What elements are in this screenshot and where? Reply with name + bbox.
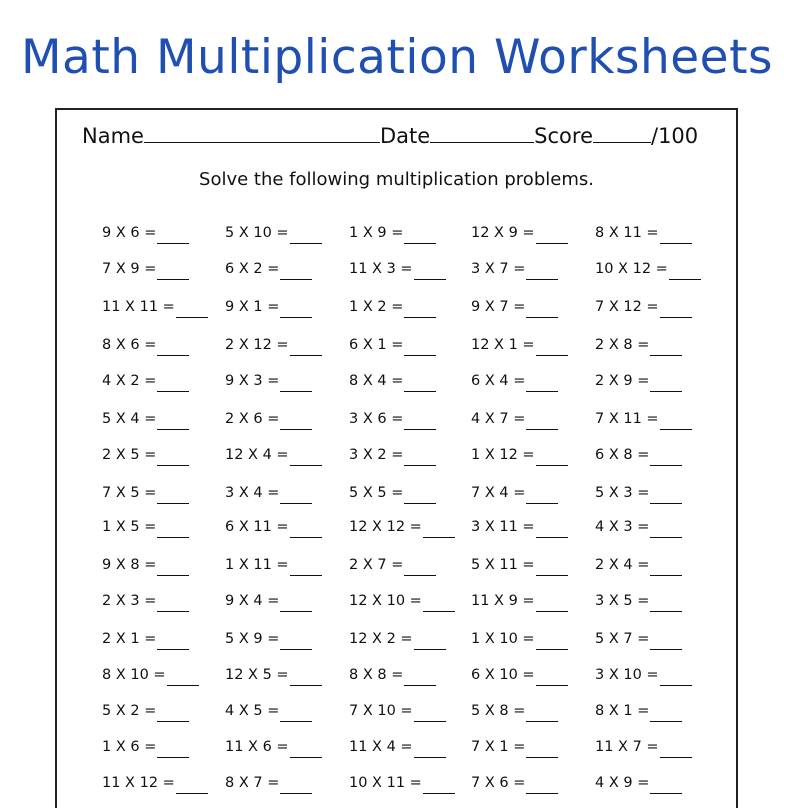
problem-item: [595, 218, 692, 248]
problem-row: [57, 330, 736, 360]
problem-equation: 2 X 6 =: [225, 411, 280, 427]
problem-equation: 1 X 9 =: [349, 225, 404, 241]
date-label: Date: [379, 124, 431, 148]
problem-item: [349, 660, 436, 690]
problem-item: [102, 586, 189, 616]
problem-item: [102, 440, 189, 470]
problem-row: [57, 254, 736, 284]
problem-row: [57, 512, 736, 542]
answer-blank[interactable]: [280, 485, 312, 504]
problem-equation: 1 X 12 =: [471, 447, 535, 463]
answer-blank[interactable]: [176, 299, 208, 318]
problem-item: [225, 478, 312, 508]
problem-equation: 6 X 4 =: [471, 373, 526, 389]
problem-equation: 5 X 10 =: [225, 225, 289, 241]
problem-equation: 5 X 4 =: [102, 411, 157, 427]
problem-equation: 5 X 3 =: [595, 485, 650, 501]
answer-blank[interactable]: [157, 703, 189, 722]
problem-equation: 2 X 4 =: [595, 557, 650, 573]
problem-item: [471, 732, 558, 762]
problem-item: [102, 732, 189, 762]
answer-blank[interactable]: [157, 593, 189, 612]
problem-equation: 3 X 10 =: [595, 667, 659, 683]
answer-blank[interactable]: [536, 593, 568, 612]
problem-item: [349, 366, 436, 396]
problem-equation: 5 X 8 =: [471, 703, 526, 719]
answer-blank[interactable]: [280, 703, 312, 722]
answer-blank[interactable]: [290, 337, 322, 356]
problem-equation: 5 X 9 =: [225, 631, 280, 647]
problem-equation: 2 X 5 =: [102, 447, 157, 463]
problem-equation: 7 X 6 =: [471, 775, 526, 791]
problem-equation: 9 X 3 =: [225, 373, 280, 389]
problem-equation: 4 X 7 =: [471, 411, 526, 427]
problem-equation: 5 X 11 =: [471, 557, 535, 573]
answer-blank[interactable]: [157, 337, 189, 356]
problem-item: [595, 624, 682, 654]
problem-equation: 2 X 12 =: [225, 337, 289, 353]
answer-blank[interactable]: [157, 261, 189, 280]
problem-item: [595, 586, 682, 616]
problem-item: [349, 586, 455, 616]
answer-blank[interactable]: [280, 299, 312, 318]
answer-blank[interactable]: [404, 225, 436, 244]
problem-equation: 6 X 11 =: [225, 519, 289, 535]
answer-blank[interactable]: [290, 557, 322, 576]
problem-equation: 6 X 10 =: [471, 667, 535, 683]
problem-item: [595, 292, 692, 322]
problem-item: [471, 660, 568, 690]
problem-row: [57, 624, 736, 654]
problem-row: [57, 404, 736, 434]
problem-row: [57, 732, 736, 762]
answer-blank[interactable]: [423, 775, 455, 794]
answer-blank[interactable]: [157, 739, 189, 758]
problem-row: [57, 586, 736, 616]
problem-equation: 11 X 3 =: [349, 261, 413, 277]
answer-blank[interactable]: [650, 485, 682, 504]
problem-item: [349, 478, 436, 508]
answer-blank[interactable]: [404, 447, 436, 466]
problem-equation: 12 X 10 =: [349, 593, 422, 609]
answer-blank[interactable]: [404, 667, 436, 686]
answer-blank[interactable]: [650, 593, 682, 612]
problem-item: [225, 696, 312, 726]
problem-item: [471, 550, 568, 580]
problem-equation: 10 X 11 =: [349, 775, 422, 791]
problem-equation: 9 X 1 =: [225, 299, 280, 315]
answer-blank[interactable]: [157, 373, 189, 392]
problem-row: [57, 696, 736, 726]
answer-blank[interactable]: [280, 775, 312, 794]
problem-item: [471, 218, 568, 248]
problem-item: [349, 292, 436, 322]
answer-blank[interactable]: [290, 667, 322, 686]
problem-item: [595, 366, 682, 396]
answer-blank[interactable]: [414, 703, 446, 722]
answer-blank[interactable]: [536, 225, 568, 244]
score-blank[interactable]: [593, 122, 651, 143]
problem-equation: 9 X 6 =: [102, 225, 157, 241]
problem-row: [57, 440, 736, 470]
problem-item: [102, 624, 189, 654]
problem-item: [471, 440, 568, 470]
answer-blank[interactable]: [404, 299, 436, 318]
problem-equation: 3 X 11 =: [471, 519, 535, 535]
problem-equation: 2 X 9 =: [595, 373, 650, 389]
answer-blank[interactable]: [157, 631, 189, 650]
answer-blank[interactable]: [280, 261, 312, 280]
problem-equation: 3 X 4 =: [225, 485, 280, 501]
problem-item: [595, 330, 682, 360]
answer-blank[interactable]: [280, 411, 312, 430]
answer-blank[interactable]: [660, 225, 692, 244]
answer-blank[interactable]: [660, 739, 692, 758]
answer-blank[interactable]: [414, 739, 446, 758]
answer-blank[interactable]: [280, 373, 312, 392]
score-total: /100: [651, 124, 699, 148]
problem-item: [471, 330, 568, 360]
problem-item: [349, 624, 446, 654]
problem-equation: 7 X 1 =: [471, 739, 526, 755]
problem-equation: 4 X 2 =: [102, 373, 157, 389]
problem-item: [595, 512, 682, 542]
problem-equation: 12 X 9 =: [471, 225, 535, 241]
problem-equation: 10 X 12 =: [595, 261, 668, 277]
problem-item: [595, 478, 682, 508]
problem-item: [102, 330, 189, 360]
answer-blank[interactable]: [650, 337, 682, 356]
answer-blank[interactable]: [176, 775, 208, 794]
problem-equation: 9 X 4 =: [225, 593, 280, 609]
problem-item: [225, 440, 322, 470]
answer-blank[interactable]: [290, 225, 322, 244]
problem-equation: 6 X 1 =: [349, 337, 404, 353]
answer-blank[interactable]: [290, 739, 322, 758]
problem-equation: 4 X 9 =: [595, 775, 650, 791]
problem-equation: 7 X 12 =: [595, 299, 659, 315]
answer-blank[interactable]: [660, 299, 692, 318]
problem-item: [102, 478, 189, 508]
problem-equation: 8 X 6 =: [102, 337, 157, 353]
problem-item: [225, 624, 312, 654]
answer-blank[interactable]: [404, 557, 436, 576]
answer-blank[interactable]: [526, 261, 558, 280]
problem-equation: 7 X 4 =: [471, 485, 526, 501]
problem-item: [225, 218, 322, 248]
answer-blank[interactable]: [157, 447, 189, 466]
answer-blank[interactable]: [290, 519, 322, 538]
problem-item: [102, 512, 189, 542]
problem-equation: 11 X 7 =: [595, 739, 659, 755]
problem-item: [471, 478, 558, 508]
problem-item: [595, 732, 692, 762]
answer-blank[interactable]: [536, 337, 568, 356]
problem-equation: 6 X 8 =: [595, 447, 650, 463]
problem-equation: 2 X 8 =: [595, 337, 650, 353]
answer-blank[interactable]: [526, 703, 558, 722]
problem-item: [225, 404, 312, 434]
problem-equation: 1 X 11 =: [225, 557, 289, 573]
problem-row: [57, 366, 736, 396]
problem-equation: 11 X 9 =: [471, 593, 535, 609]
answer-blank[interactable]: [536, 631, 568, 650]
problem-item: [225, 660, 322, 690]
problem-equation: 5 X 7 =: [595, 631, 650, 647]
problem-equation: 6 X 2 =: [225, 261, 280, 277]
problem-item: [471, 292, 558, 322]
problem-item: [471, 512, 568, 542]
problem-item: [349, 696, 446, 726]
answer-blank[interactable]: [650, 557, 682, 576]
answer-blank[interactable]: [526, 739, 558, 758]
problem-item: [595, 254, 701, 284]
problem-equation: 4 X 3 =: [595, 519, 650, 535]
problem-item: [471, 366, 558, 396]
problem-row: [57, 660, 736, 690]
answer-blank[interactable]: [404, 373, 436, 392]
answer-blank[interactable]: [404, 337, 436, 356]
answer-blank[interactable]: [404, 411, 436, 430]
problem-item: [471, 586, 568, 616]
answer-blank[interactable]: [157, 225, 189, 244]
problem-item: [225, 366, 312, 396]
answer-blank[interactable]: [290, 447, 322, 466]
problem-row: [57, 550, 736, 580]
problem-equation: 1 X 10 =: [471, 631, 535, 647]
problem-item: [225, 550, 322, 580]
problem-item: [471, 404, 558, 434]
problem-item: [471, 254, 558, 284]
problem-item: [595, 550, 682, 580]
problem-equation: 3 X 7 =: [471, 261, 526, 277]
answer-blank[interactable]: [423, 593, 455, 612]
problem-item: [225, 586, 312, 616]
problem-equation: 8 X 1 =: [595, 703, 650, 719]
answer-blank[interactable]: [280, 593, 312, 612]
answer-blank[interactable]: [423, 519, 455, 538]
problem-equation: 2 X 1 =: [102, 631, 157, 647]
answer-blank[interactable]: [280, 631, 312, 650]
problem-item: [349, 550, 436, 580]
answer-blank[interactable]: [526, 485, 558, 504]
problem-equation: 8 X 8 =: [349, 667, 404, 683]
score-label: Score: [534, 124, 593, 148]
answer-blank[interactable]: [157, 557, 189, 576]
answer-blank[interactable]: [414, 261, 446, 280]
problem-equation: 11 X 4 =: [349, 739, 413, 755]
problem-item: [225, 732, 322, 762]
problem-item: [225, 254, 312, 284]
problem-equation: 1 X 2 =: [349, 299, 404, 315]
answer-blank[interactable]: [404, 485, 436, 504]
answer-blank[interactable]: [536, 519, 568, 538]
problem-item: [595, 404, 692, 434]
problem-item: [225, 292, 312, 322]
answer-blank[interactable]: [526, 373, 558, 392]
problem-equation: 3 X 2 =: [349, 447, 404, 463]
problem-item: [595, 440, 682, 470]
problem-item: [225, 330, 322, 360]
problem-equation: 2 X 7 =: [349, 557, 404, 573]
problem-item: [102, 254, 189, 284]
answer-blank[interactable]: [157, 485, 189, 504]
problem-equation: 11 X 6 =: [225, 739, 289, 755]
problem-equation: 9 X 7 =: [471, 299, 526, 315]
problem-item: [349, 732, 446, 762]
answer-blank[interactable]: [650, 373, 682, 392]
answer-blank[interactable]: [167, 667, 199, 686]
problem-item: [102, 696, 189, 726]
problem-equation: 5 X 5 =: [349, 485, 404, 501]
answer-blank[interactable]: [526, 299, 558, 318]
problem-item: [349, 254, 446, 284]
problem-item: [102, 660, 199, 690]
problem-equation: 1 X 6 =: [102, 739, 157, 755]
answer-blank[interactable]: [157, 519, 189, 538]
problem-item: [349, 404, 436, 434]
problem-equation: 1 X 5 =: [102, 519, 157, 535]
problem-equation: 8 X 4 =: [349, 373, 404, 389]
problem-equation: 11 X 12 =: [102, 775, 175, 791]
problem-item: [102, 404, 189, 434]
page-title: Math Multiplication Worksheets: [21, 30, 773, 85]
problem-item: [595, 660, 692, 690]
problem-item: [102, 218, 189, 248]
answer-blank[interactable]: [650, 775, 682, 794]
answer-blank[interactable]: [660, 667, 692, 686]
answer-blank[interactable]: [536, 667, 568, 686]
problem-equation: 12 X 1 =: [471, 337, 535, 353]
answer-blank[interactable]: [660, 411, 692, 430]
answer-blank[interactable]: [526, 411, 558, 430]
problem-equation: 3 X 6 =: [349, 411, 404, 427]
problem-row: [57, 292, 736, 322]
problem-item: [349, 440, 436, 470]
problem-equation: 2 X 3 =: [102, 593, 157, 609]
problem-equation: 7 X 11 =: [595, 411, 659, 427]
instructions: Solve the following multiplication problems.: [199, 169, 594, 190]
problem-equation: 9 X 8 =: [102, 557, 157, 573]
answer-blank[interactable]: [157, 411, 189, 430]
worksheet-sheet: [55, 108, 738, 808]
problem-row: [57, 478, 736, 508]
header-fields: [82, 122, 722, 150]
problem-item: [595, 696, 682, 726]
problem-equation: 12 X 12 =: [349, 519, 422, 535]
problem-equation: 11 X 11 =: [102, 299, 175, 315]
answer-blank[interactable]: [536, 447, 568, 466]
answer-blank[interactable]: [650, 519, 682, 538]
problem-item: [471, 624, 568, 654]
answer-blank[interactable]: [650, 631, 682, 650]
problem-equation: 5 X 2 =: [102, 703, 157, 719]
problem-item: [102, 366, 189, 396]
problem-equation: 3 X 5 =: [595, 593, 650, 609]
problem-equation: 8 X 10 =: [102, 667, 166, 683]
problem-item: [225, 512, 322, 542]
problem-equation: 12 X 4 =: [225, 447, 289, 463]
answer-blank[interactable]: [526, 775, 558, 794]
problem-equation: 4 X 5 =: [225, 703, 280, 719]
date-blank[interactable]: [430, 122, 534, 143]
problem-equation: 7 X 9 =: [102, 261, 157, 277]
problem-equation: 7 X 10 =: [349, 703, 413, 719]
answer-blank[interactable]: [669, 261, 701, 280]
answer-blank[interactable]: [536, 557, 568, 576]
answer-blank[interactable]: [650, 447, 682, 466]
problem-equation: 7 X 5 =: [102, 485, 157, 501]
name-label: Name: [82, 124, 144, 148]
problem-item: [471, 696, 558, 726]
problem-row: [57, 218, 736, 248]
problem-item: [102, 292, 208, 322]
problem-equation: 8 X 7 =: [225, 775, 280, 791]
answer-blank[interactable]: [414, 631, 446, 650]
problem-equation: 12 X 2 =: [349, 631, 413, 647]
problem-equation: 12 X 5 =: [225, 667, 289, 683]
problem-item: [349, 330, 436, 360]
problem-equation: 8 X 11 =: [595, 225, 659, 241]
problem-item: [102, 550, 189, 580]
name-blank[interactable]: [144, 122, 380, 143]
answer-blank[interactable]: [650, 703, 682, 722]
problem-item: [349, 512, 455, 542]
problem-item: [349, 218, 436, 248]
